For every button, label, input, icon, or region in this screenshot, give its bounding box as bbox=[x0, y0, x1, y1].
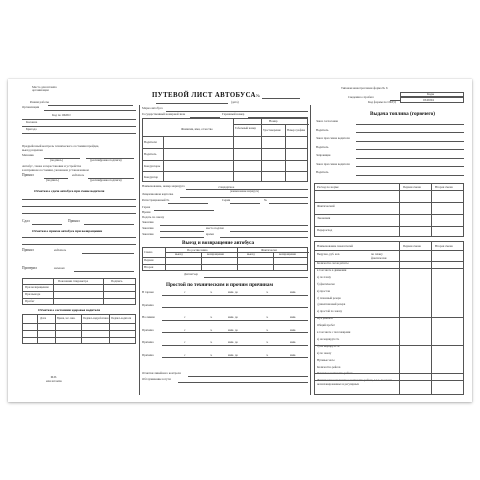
fuel-table-row-line-3 bbox=[315, 226, 464, 227]
health-col-line-4 bbox=[109, 315, 110, 344]
indicator-row-label: Нулевые часы bbox=[317, 357, 335, 362]
exit-row-1: Первая bbox=[144, 258, 154, 262]
indicator-divider bbox=[315, 268, 464, 269]
exit-col-line-0 bbox=[165, 248, 166, 271]
downtime-time-part: ч. bbox=[266, 327, 269, 332]
indicator-divider bbox=[315, 261, 464, 262]
zakazchik-line bbox=[160, 225, 308, 226]
health-col-line-1 bbox=[37, 315, 38, 344]
crew-col-fio: Фамилия, имя, отчество bbox=[181, 127, 213, 131]
downtime-line bbox=[162, 345, 308, 346]
handover-marks-title: Отметки о сдаче автобуса при смене водителя bbox=[34, 189, 105, 193]
speedo-row-1: При возвращении bbox=[25, 285, 49, 289]
downtime-time-part: ч. bbox=[210, 327, 213, 332]
fuel-table-header-line bbox=[315, 190, 464, 191]
fuel-row-line bbox=[356, 124, 464, 125]
exit-col-line-3 bbox=[273, 252, 274, 271]
waybill-sheet bbox=[8, 79, 472, 402]
okpo-label: Код по ОКПО bbox=[52, 113, 71, 117]
crew-row-line-3 bbox=[143, 171, 308, 172]
indicator-row-label: в) простои bbox=[317, 288, 331, 293]
speedo-row-2: При выезде bbox=[25, 292, 41, 296]
crew-col-line-2 bbox=[261, 119, 262, 182]
exit-sub-3: выезд bbox=[247, 252, 255, 256]
indicators-table bbox=[314, 241, 464, 395]
mechanic-2-label: механик bbox=[54, 266, 65, 270]
fact-label: фактически bbox=[371, 256, 387, 260]
downtime-row-label: Причина bbox=[142, 302, 154, 307]
exit-sub-4: возвращение bbox=[279, 252, 297, 256]
title-number-line bbox=[262, 98, 300, 99]
downtime-time-part: ч. bbox=[210, 315, 213, 319]
fuel-row-line bbox=[356, 166, 464, 167]
downtime-time-part: мин. до bbox=[228, 352, 238, 357]
crew-row-line-1 bbox=[143, 148, 308, 149]
indicator-divider bbox=[315, 317, 464, 318]
accepted-2-label: Принял bbox=[68, 219, 80, 223]
fuel-title: Выдача топлива (горючего) bbox=[370, 111, 435, 117]
handed-label: Сдал bbox=[22, 219, 30, 223]
fuel-table-col-1 bbox=[399, 184, 400, 237]
exit-row-0: Смена bbox=[144, 250, 153, 254]
indicator-row-label: б) фактически bbox=[317, 281, 335, 286]
garage-label: Гараж bbox=[142, 205, 151, 209]
downtime-line bbox=[162, 307, 308, 308]
brigade-line bbox=[22, 126, 136, 127]
fuel-row-label: Водитель bbox=[316, 127, 329, 132]
indicator-row-label: Количество рейсов bbox=[317, 364, 341, 369]
dispatcher-label: Диспетчер bbox=[184, 272, 198, 276]
exit-sub-2: возвращение bbox=[207, 252, 225, 256]
state-number-label: Государственный номерной знак bbox=[142, 112, 186, 116]
okud-label: Код формы по ОКУД bbox=[368, 99, 396, 104]
separator-right bbox=[310, 105, 311, 395]
fuel-row-label: Заказ согласован bbox=[316, 119, 339, 123]
zakazchik-2-label: Заказчик bbox=[142, 226, 154, 230]
column-label: Колонна bbox=[26, 120, 38, 124]
downtime-line bbox=[162, 332, 308, 333]
garage-number-label: Гаражный номер bbox=[222, 112, 245, 116]
indicator-row-label: в том числе в движении bbox=[317, 267, 347, 272]
downtime-line bbox=[162, 320, 308, 321]
fuel-row-label: Заправщик bbox=[316, 153, 331, 157]
brigade-label: Бригада bbox=[26, 127, 37, 131]
sved-label: Сведения о пробеге bbox=[348, 95, 374, 99]
license-line bbox=[180, 197, 308, 198]
crew-row-4: Кондуктор bbox=[144, 175, 159, 179]
downtime-time-part: мин. до bbox=[228, 327, 238, 332]
speedo-col-line-2 bbox=[103, 279, 104, 305]
exit-header-line bbox=[143, 257, 308, 258]
downtime-time-part: с bbox=[184, 340, 186, 344]
crew-col-graph: Номер графика bbox=[287, 129, 306, 132]
zakazchik-label: Заказчик bbox=[142, 220, 154, 224]
work-mode-line bbox=[48, 105, 133, 106]
service-line bbox=[178, 382, 308, 383]
handover-line-1 bbox=[22, 199, 136, 200]
health-col-4: Подпись водителя bbox=[111, 317, 132, 320]
depart-place-label: место подачи bbox=[206, 226, 224, 230]
plan-label: по плану bbox=[371, 252, 383, 256]
fuel-row-line bbox=[356, 132, 464, 133]
downtime-row-label: В гараже bbox=[142, 290, 154, 294]
reg-line bbox=[168, 203, 208, 204]
fuel-table bbox=[314, 183, 464, 237]
date-label: (дата) bbox=[231, 100, 239, 104]
speedo-col-1: Показания спидометра bbox=[58, 278, 89, 283]
number-sign: № bbox=[256, 93, 260, 98]
fuel-row-1: Расход по норме bbox=[317, 185, 339, 189]
crew-row-3: Кондукторы bbox=[144, 164, 161, 168]
accepted-label: Принял bbox=[22, 173, 34, 177]
reg-number-sign: № bbox=[264, 198, 267, 202]
fuel-row-2: Фактический bbox=[317, 204, 335, 208]
downtime-time-part: ч. bbox=[210, 340, 213, 344]
downtime-time-part: ч. bbox=[266, 352, 269, 357]
return-line-1 bbox=[22, 237, 136, 238]
indicators-col-first: Первая смена bbox=[403, 243, 421, 248]
downtime-time-part: с bbox=[184, 290, 186, 294]
indicator-divider bbox=[315, 380, 464, 381]
indicator-row-label: ж) в ремонте bbox=[317, 316, 333, 321]
speedo-col-line-1 bbox=[53, 279, 54, 305]
series-label: Серия bbox=[222, 198, 231, 202]
separator-left bbox=[139, 105, 140, 395]
crew-col-line-0 bbox=[163, 136, 164, 182]
notes-line bbox=[188, 376, 308, 377]
reg-label: Регистрационный № bbox=[142, 198, 170, 202]
mechanic-sign-caption: (подпись) bbox=[50, 157, 63, 162]
downtime-time-part: мин. bbox=[290, 327, 297, 332]
downtime-time-part: с bbox=[184, 327, 186, 332]
standard-label: стандартное bbox=[218, 185, 235, 189]
service-label: Обслуживание в пути bbox=[142, 377, 171, 381]
indicator-row-label: в том числе с пассажирами bbox=[317, 330, 351, 334]
bus-accepted-text: Автобус, также и перестановки и устройства в исправном состоянии, указанном установленном bbox=[22, 164, 89, 172]
depart-place-line bbox=[160, 231, 204, 232]
pre-trip-text: Предрейсовый контроль технического состояния пройден, выезд разрешен bbox=[22, 144, 100, 152]
fuel-table-col-2 bbox=[431, 184, 432, 237]
exit-row-line-1 bbox=[143, 264, 308, 265]
crew-header-line bbox=[143, 136, 308, 137]
indicator-row-label: Фактически выполненное количество рейсов, в т.ч. по часам незапланированных и регулярных bbox=[317, 378, 392, 386]
health-col-1: Дата bbox=[40, 316, 47, 320]
crew-col-line-1 bbox=[233, 119, 234, 182]
indicator-row-label: в) по заказу bbox=[317, 350, 332, 355]
indicator-row-label: а) на маршруте № bbox=[317, 336, 340, 341]
form-label: Типовая межотраслевая форма № 6 bbox=[341, 86, 388, 90]
fuel-row-3: Экономия bbox=[317, 216, 331, 220]
downtime-time-part: мин. до bbox=[228, 315, 238, 319]
crew-sub-header-line bbox=[233, 124, 309, 125]
downtime-row-label: Причина bbox=[142, 327, 154, 332]
health-row-line-2 bbox=[23, 337, 136, 338]
mechanic-2-line bbox=[74, 271, 134, 272]
org-label: Организация bbox=[22, 105, 40, 109]
health-col-line-2 bbox=[55, 315, 56, 344]
accepted-sign-caption: (подпись) bbox=[46, 178, 59, 182]
depart-time-label: время bbox=[206, 232, 214, 236]
crew-row-1: Водители bbox=[144, 140, 157, 144]
indicator-row-label: Выручка, руб. коп. bbox=[317, 252, 340, 256]
downtime-row-label: Причина bbox=[142, 352, 154, 357]
series-line bbox=[230, 203, 260, 204]
indicators-col-second: Вторая смена bbox=[435, 243, 453, 248]
mechanic-label: Механик bbox=[22, 153, 34, 157]
health-col-3: Подпись медработника bbox=[83, 317, 109, 320]
check-label: Проверил bbox=[22, 266, 37, 270]
depart-label: Подать по заказу bbox=[142, 215, 165, 219]
health-header-line bbox=[23, 323, 136, 324]
speedo-col-2: Подпись bbox=[111, 278, 123, 283]
indicator-row-label: б) на маршруте № bbox=[317, 343, 340, 348]
downtime-time-part: мин. bbox=[290, 315, 297, 319]
fuel-row-label: Водитель bbox=[316, 144, 329, 149]
indicator-row-label: е) простой по заказу bbox=[317, 309, 343, 314]
speedometer-table bbox=[22, 278, 136, 305]
downtime-time-part: мин. bbox=[290, 352, 297, 357]
driver-label: водитель bbox=[72, 173, 85, 177]
downtime-time-part: мин. до bbox=[228, 290, 238, 294]
fuel-row-4: Перерасход bbox=[317, 228, 333, 232]
accepted-3-label: Принял bbox=[22, 248, 34, 252]
seal-stamp-label: М.П. или штампа bbox=[46, 375, 62, 383]
indicator-row-label: д) внеплановый резерв bbox=[317, 302, 346, 307]
health-col-line-3 bbox=[81, 315, 82, 344]
depart-time-line bbox=[230, 231, 308, 232]
fuel-row-label: Заказ при смене водителя bbox=[316, 161, 350, 166]
driver-2-line bbox=[82, 253, 134, 254]
crew-col-line-3 bbox=[285, 124, 286, 182]
downtime-time-part: ч. bbox=[266, 340, 269, 344]
route-label: Наименование, номер маршрута bbox=[142, 184, 185, 188]
bus-brand-label: Марка автобуса bbox=[142, 106, 163, 110]
indicator-divider bbox=[315, 345, 464, 346]
handed-sign-line bbox=[32, 224, 62, 225]
indicator-row-label: а) по плану bbox=[317, 274, 331, 279]
codes-label: Коды bbox=[427, 91, 435, 96]
accepted-2-sign-line bbox=[84, 224, 134, 225]
indicator-row-label: Количество часов работы bbox=[317, 261, 349, 265]
indicators-header-line bbox=[315, 250, 464, 251]
column-line bbox=[22, 119, 136, 120]
exit-table bbox=[142, 247, 308, 271]
downtime-time-part: ч. bbox=[210, 290, 213, 294]
downtime-line bbox=[162, 295, 308, 296]
divider-1 bbox=[22, 133, 136, 134]
downtime-time-part: ч. bbox=[266, 290, 269, 294]
exit-col-fact: Фактически bbox=[261, 247, 277, 252]
crew-number-col: Номер bbox=[269, 119, 278, 123]
page-title: ПУТЕВОЙ ЛИСТ АВТОБУСА bbox=[152, 92, 256, 99]
zakazchik-3-label: Заказчик bbox=[142, 232, 154, 236]
exit-col-line-1 bbox=[201, 252, 202, 271]
handover-line-3 bbox=[22, 213, 136, 214]
health-row-line-1 bbox=[23, 330, 136, 331]
fuel-row-label: Заказ при смене водителя bbox=[316, 136, 350, 140]
notes-label: Отметки линейного контроля bbox=[142, 371, 181, 375]
return-marks-title: Отметки о приеме автобуса при возвращении bbox=[32, 229, 103, 233]
downtime-line bbox=[162, 357, 308, 358]
downtime-time-part: ч. bbox=[266, 315, 269, 319]
exit-sub-1: выезд bbox=[175, 252, 183, 256]
depart-time-line-2 bbox=[220, 237, 308, 238]
crew-col-udost: Удостоверение bbox=[263, 129, 281, 132]
speedo-row-3: Пробег bbox=[25, 299, 35, 303]
okud-code: 0345004 bbox=[423, 97, 434, 102]
license-label: Лицензионная карточка bbox=[142, 192, 174, 196]
fuel-table-row-line-1 bbox=[315, 202, 464, 203]
fuel-table-row-line-2 bbox=[315, 214, 464, 215]
indicator-row-label: Плановое количество рейсов bbox=[317, 371, 353, 376]
indicator-row-label: г) плановый резерв bbox=[317, 295, 341, 300]
standard-sub: (наименование маршрута) bbox=[230, 190, 259, 193]
crew-row-2: Водитель bbox=[144, 152, 157, 156]
org-line bbox=[44, 110, 136, 111]
fuel-row-label: Водитель bbox=[316, 170, 329, 174]
health-table bbox=[22, 314, 136, 344]
crew-table bbox=[142, 118, 308, 182]
speedo-row-line-2 bbox=[23, 298, 136, 299]
accepted-decode-caption: (расшифровка подписи) bbox=[90, 178, 122, 182]
return-line-2 bbox=[22, 244, 136, 245]
fuel-row-line bbox=[356, 149, 464, 150]
handover-line-2 bbox=[22, 206, 136, 207]
time-label: Время bbox=[142, 210, 151, 214]
crew-col-tab: Табельный номер bbox=[235, 127, 257, 130]
downtime-time-part: мин. bbox=[290, 340, 297, 344]
date-line bbox=[156, 103, 228, 104]
exit-col-line-2 bbox=[237, 248, 238, 271]
depart-place-line-2 bbox=[160, 237, 204, 238]
downtime-time-part: с bbox=[184, 315, 186, 319]
downtime-time-part: с bbox=[184, 352, 186, 357]
driver-2-label: водитель bbox=[54, 248, 67, 252]
exit-title: Выезд и возвращение автобуса bbox=[182, 240, 255, 246]
fuel-col-2: Вторая смена bbox=[435, 184, 453, 189]
health-col-2: Время, час. мин. bbox=[57, 317, 76, 320]
indicator-row-label: Общий пробег bbox=[317, 323, 335, 328]
exit-row-2: Вторая bbox=[144, 265, 154, 269]
indicator-divider bbox=[315, 373, 464, 374]
work-mode-label: Режим работы bbox=[30, 100, 50, 104]
exit-col-schedule: По расписанию bbox=[187, 247, 208, 252]
reg-number-line bbox=[269, 203, 308, 204]
downtime-time-part: ч. bbox=[210, 352, 213, 357]
fuel-col-1: Первая смена bbox=[403, 184, 421, 189]
downtime-row-label: Причина bbox=[142, 340, 154, 344]
fuel-row-line bbox=[356, 158, 464, 159]
fuel-row-line bbox=[356, 141, 464, 142]
downtime-row-label: На линии bbox=[142, 315, 155, 319]
downtime-time-part: мин. bbox=[290, 290, 297, 294]
crew-row-line-2 bbox=[143, 160, 308, 161]
health-title: Отметки о состоянии здоровья водителя bbox=[38, 308, 101, 312]
stamp-place-label: Место для штампа организации bbox=[32, 85, 57, 93]
downtime-title: Простой по техническим и прочим причинам bbox=[166, 282, 274, 288]
mechanic-decode-caption: (расшифровка подписи) bbox=[90, 157, 122, 162]
dispatcher-line bbox=[204, 277, 308, 278]
downtime-time-part: мин. до bbox=[228, 340, 238, 344]
garage-line bbox=[154, 210, 214, 211]
fuel-row-line bbox=[356, 175, 464, 176]
indicators-label: Наименование показателей bbox=[317, 243, 353, 248]
